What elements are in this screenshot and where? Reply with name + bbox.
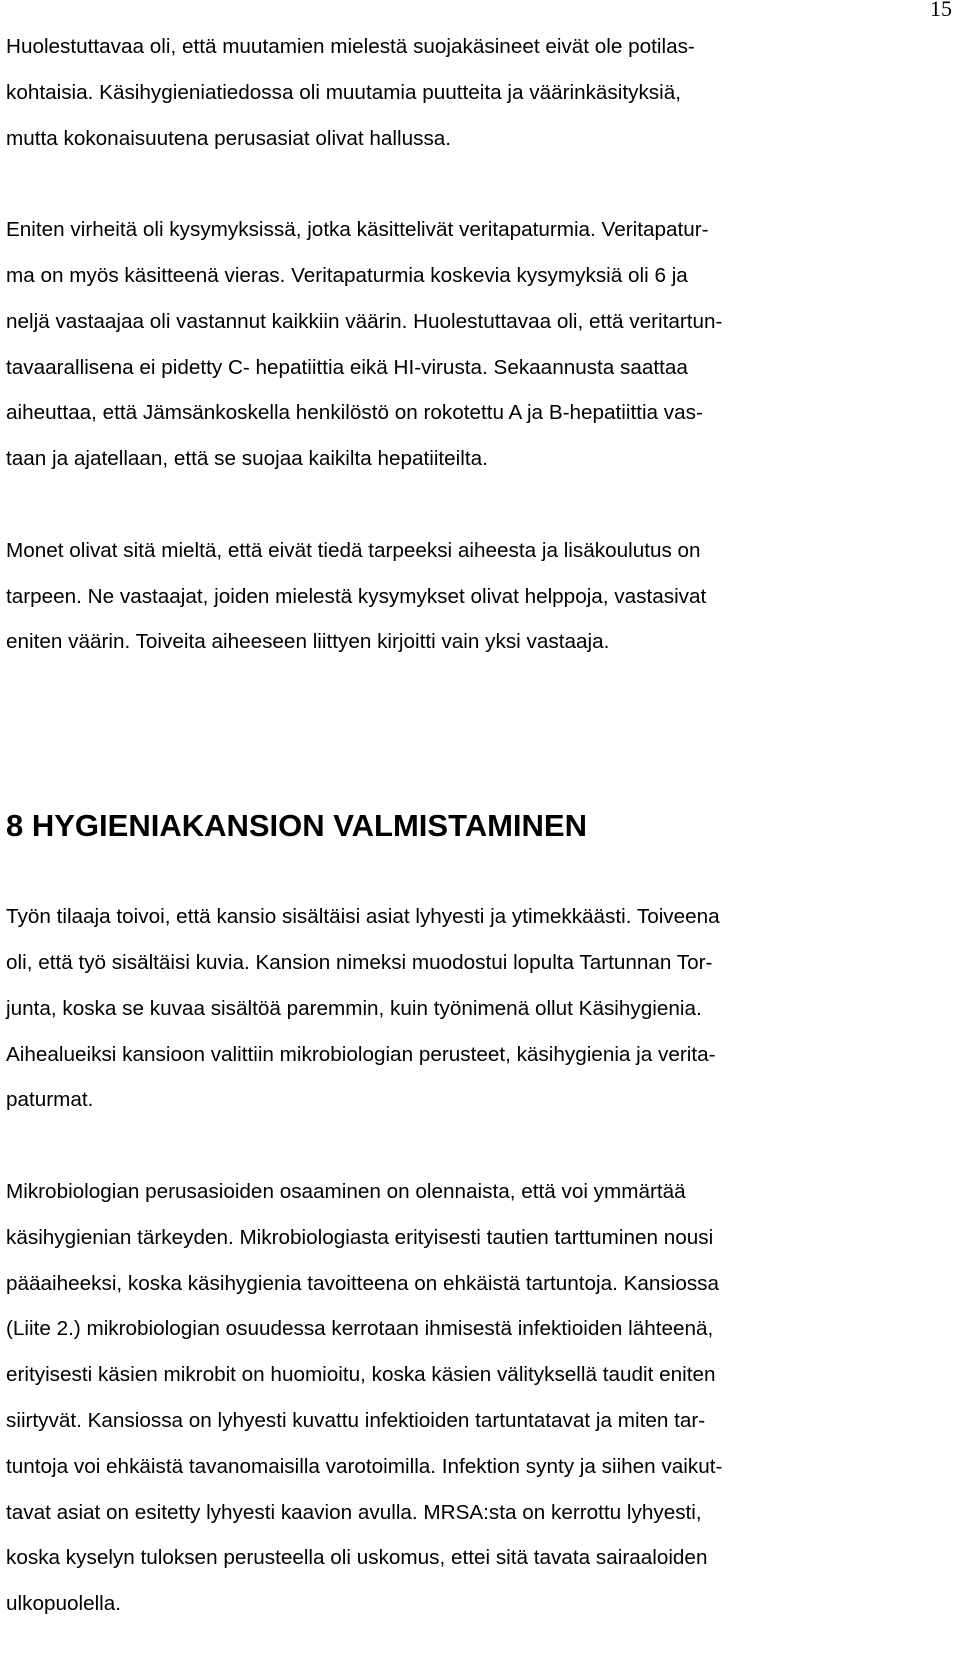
paragraph-gap (6, 757, 906, 803)
text-line: eniten väärin. Toiveita aiheeseen liittyen kirjoitti vain yksi vastaaja. (6, 630, 610, 654)
text-line: tavaarallisena ei pidetty C- hepatiittia eikä HI-virusta. Sekaannusta saattaa (6, 355, 688, 379)
text-line: tarpeen. Ne vastaajat, joiden mielestä kysymykset olivat helppoja, vastasivat (6, 584, 707, 608)
text-line: Huolestuttavaa oli, että muutamien mielestä suojakäsineet eivät ole potilas- (6, 35, 695, 58)
paragraph-gap (6, 665, 906, 711)
text-line: erityisesti käsien mikrobit on huomioitu, koska käsien välityksellä taudit eniten (6, 1363, 716, 1387)
page-number: 15 (930, 0, 952, 21)
text-line: Eniten virheitä oli kysymyksissä, jotka käsittelivät veritapaturmia. Veritapatur- (6, 218, 709, 242)
text-line: junta, koska se kuvaa sisältöä paremmin, kuin työnimenä ollut Käsihygienia. (6, 996, 702, 1020)
paragraph-3 (6, 528, 906, 665)
text-line: ulkopuolella. (6, 1592, 122, 1616)
text-line: käsihygienian tärkeyden. Mikrobiologiasta erityisesti tautien tarttuminen nousi (6, 1225, 714, 1249)
text-line: mutta kokonaisuutena perusasiat olivat hallussa. (6, 126, 452, 150)
text-line: tavat asiat on esitetty lyhyesti kaavion avulla. MRSA:sta on kerrottu lyhyesti, (6, 1500, 702, 1524)
text-line: taan ja ajatellaan, että se suojaa kaikilta hepatiiteilta. (6, 447, 488, 471)
text-line: tuntoja voi ehkäistä tavanomaisilla varotoimilla. Infektion synty ja siihen vaikut- (6, 1454, 723, 1478)
section-heading: 8 HYGIENIAKANSION VALMISTAMINEN (6, 807, 587, 843)
section-paragraph-2 (6, 1169, 906, 1627)
section-paragraph-1 (6, 894, 906, 1123)
text-line: Mikrobiologian perusasioiden osaaminen on olennaista, että voi ymmärtää (6, 1179, 686, 1203)
document-body (6, 24, 906, 1627)
text-line: kohtaisia. Käsihygieniatiedossa oli muutamia puutteita ja väärinkäsityksiä, (6, 80, 682, 104)
paragraph-gap (6, 1123, 906, 1169)
text-line: Aihealueiksi kansioon valittiin mikrobiologian perusteet, käsihygienia ja verita- (6, 1042, 716, 1066)
paragraph-gap (6, 711, 906, 757)
text-line: oli, että työ sisältäisi kuvia. Kansion nimeksi muodostui lopulta Tartunnan Tor- (6, 950, 713, 974)
text-line: pääaiheeksi, koska käsihygienia tavoitteena on ehkäistä tartuntoja. Kansiossa (6, 1271, 720, 1295)
text-line: paturmat. (6, 1088, 94, 1112)
paragraph-2 (6, 207, 906, 482)
text-line: Työn tilaaja toivoi, että kansio sisältäisi asiat lyhyesti ja ytimekkäästi. Toiveena (6, 905, 720, 929)
paragraph-1 (6, 24, 906, 161)
text-line: (Liite 2.) mikrobiologian osuudessa kerrotaan ihmisestä infektioiden lähteenä, (6, 1317, 714, 1341)
paragraph-gap (6, 848, 906, 894)
paragraph-gap (6, 482, 906, 528)
text-line: Monet olivat sitä mieltä, että eivät tiedä tarpeeksi aiheesta ja lisäkoulutus on (6, 538, 701, 562)
text-line: neljä vastaajaa oli vastannut kaikkiin väärin. Huolestuttavaa oli, että veritartun- (6, 309, 723, 333)
text-line: siirtyvät. Kansiossa on lyhyesti kuvattu infektioiden tartuntatavat ja miten tar- (6, 1408, 706, 1432)
text-line: ma on myös käsitteenä vieras. Veritapaturmia koskevia kysymyksiä oli 6 ja (6, 263, 688, 287)
text-line: aiheuttaa, että Jämsänkoskella henkilöstö on rokotettu A ja B-hepatiittia vas- (6, 401, 703, 425)
paragraph-gap (6, 161, 906, 207)
text-line: koska kyselyn tuloksen perusteella oli uskomus, ettei sitä tavata sairaaloiden (6, 1546, 708, 1570)
